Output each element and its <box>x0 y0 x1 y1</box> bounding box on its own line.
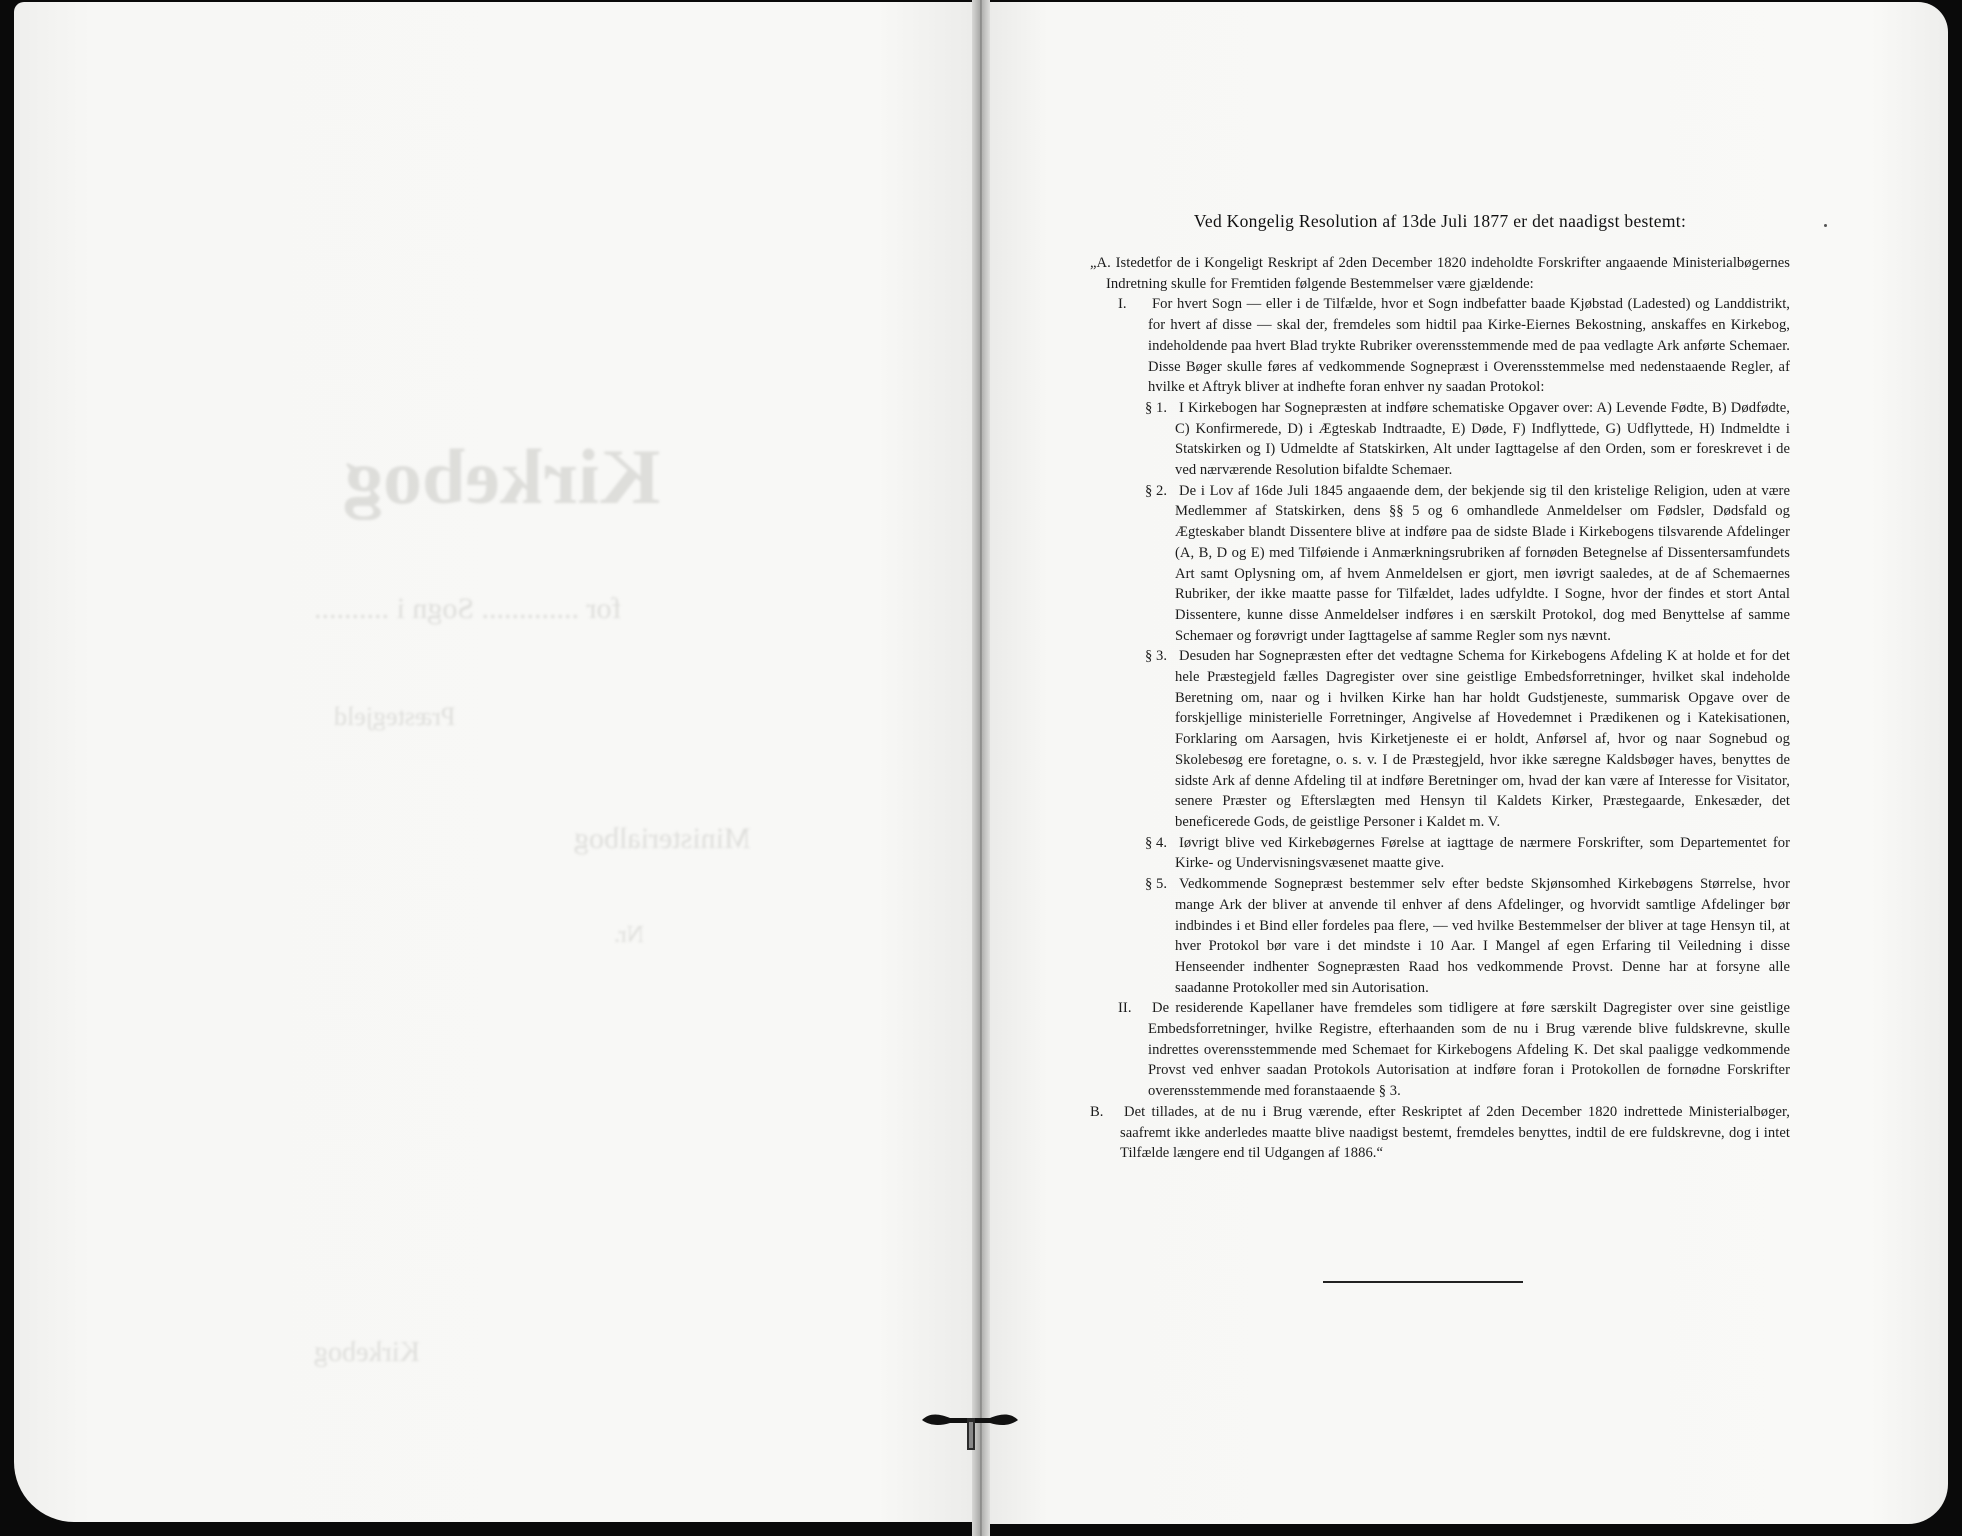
paragraph-label: § 4. <box>1145 834 1168 851</box>
paragraph-label: § 3. <box>1145 648 1168 665</box>
section-label: II. <box>1118 1000 1132 1017</box>
resolution-text <box>1090 209 1790 1164</box>
section-A <box>1090 253 1790 294</box>
show-through-line: Nr. <box>614 922 644 948</box>
paragraph-label: § 1. <box>1145 399 1168 416</box>
closing-rule <box>1323 1281 1523 1283</box>
paragraph-text: Iøvrigt blive ved Kirkebøgernes Førelse at iagttage de nærmere Forskrifter, som Departementet for Kirke- og Undervisningsvæsenet maatte give. <box>1175 834 1790 872</box>
resolution-heading: Ved Kongelig Resolution af 13de Juli 1877 er det naadigst bestemt: <box>1193 211 1687 231</box>
book-gutter <box>972 0 990 1536</box>
paragraph-4 <box>1145 833 1790 874</box>
paragraph-text: De i Lov af 16de Juli 1845 angaaende dem, der bekjende sig til den kristelige Religion, uden at være Medlemmer af Statskirken, dens §§ 5 og 6 omhandlede Anmeldelser om Fødsler, Dødsfald og Ægteskaber blandt Dissentere blive at indføre paa de sidste Blade i Kirkebogens tilsvarende Afdelinger (A, B, D og E) med Tilføiende i Anmærkningsrubriken af fornøden Betegnelse af Dissentersamfundets Art samt Oplysning om, af hvem Anmeldelsen er gjort, men iøvrigt saaledes, at de af Schemaernes Rubriker, der ikke maatte passe for Tilfældet, lades udfyldte. I Sogne, hvor der findes et stort Antal Dissentere, kunne disse Anmeldelser indføres i en særskilt Protokol, dog med Benyttelse af samme Schemaer og forøvrigt under Iagttagelse af samme Regler som nys nævnt. <box>1175 482 1790 644</box>
show-through-title: Kirkebog <box>344 433 661 520</box>
section-I <box>1118 294 1790 398</box>
section-label: I. <box>1118 296 1127 313</box>
section-II <box>1118 998 1790 1102</box>
paragraph-1 <box>1145 398 1790 481</box>
section-text: De residerende Kapellaner have fremdeles som tidligere at føre særskilt Dagregister over sine geistlige Embedsforretninger, hvilke Registre, efterhaanden som de nu i Brug værende blive fuldskrevne, skulle indrettes overensstemmende med Schemaet for Kirkebogens Afdeling K. Det skal paaligge vedkommende Provst ved enhver saadan Protokols Autorisation at indføre foran i Protokollen de fornødne Forskrifter overensstemmende med foranstaaende § 3. <box>1148 1000 1790 1100</box>
section-label: B. <box>1090 1103 1104 1120</box>
page-speck <box>1824 224 1827 227</box>
paragraph-2 <box>1145 481 1790 647</box>
paragraph-text: Vedkommende Sognepræst bestemmer selv efter bedste Skjønsomhed Kirkebøgens Størrelse, hvor mange Ark der bliver at anvende til enhver af dens Afdelinger, og hvorvidt samtlige Afdelinger bør indbindes i et Bind eller fordeles paa flere, — ved hvilke Bestemmelser der bliver at tage Hensyn til, at hver Protokol bør vare i det mindste i 10 Aar. I Mangel af egen Erfaring til Veiledning i disse Henseender indhenter Sognepræsten Raad hos vedkommende Provst. Denne har at forsyne alle saadanne Protokoller med sin Autorisation. <box>1175 876 1790 996</box>
section-text: For hvert Sogn — eller i de Tilfælde, hvor et Sogn indbefatter baade Kjøbstad (Ladested) og Landdistrikt, for hvert af disse — skal der, fremdeles som hidtil paa Kirke-Eiernes Bekostning, anskaffes en Kirkebog, indeholdende paa hvert Blad trykte Rubriker overensstemmende med de paa vedlagte Ark anførte Schemaer. Disse Bøger skulle føres af vedkommende Sognepræst i Overensstemmelse med nedenstaaende Regler, af hvilke et Aftryk bliver at indhefte foran enhver ny saadan Protokol: <box>1148 296 1790 396</box>
show-through-line: Kirkebog <box>314 1337 420 1368</box>
show-through-line: Præstegjeld <box>334 702 456 731</box>
section-B <box>1090 1102 1790 1164</box>
left-page <box>14 2 972 1522</box>
section-label: „A. <box>1090 255 1111 271</box>
paragraph-5 <box>1145 874 1790 998</box>
show-through-line: Ministerialbog <box>574 822 751 855</box>
section-text: Istedetfor de i Kongeligt Reskript af 2den December 1820 indeholdte Forskrifter angaaende Ministerialbøgernes Indretning skulle for Fremtiden følgende Bestemmelser være gjældende: <box>1106 255 1791 292</box>
section-text: Det tillades, at de nu i Brug værende, efter Reskriptet af 2den December 1820 indrettede Ministerialbøger, saafremt ikke anderledes maatte blive naadigst bestemt, fremdeles benyttes, indtil de ere fuldskrevne, dog i intet Tilfælde længere end til Udgangen af 1886.“ <box>1120 1103 1790 1162</box>
show-through-line: for ............. Sogn i .......... <box>314 592 622 625</box>
paragraph-text: Desuden har Sognepræsten efter det vedtagne Schema for Kirkebogens Afdeling K at holde et for det hele Præstegjeld fælles Dagregister over sine geistlige Embedsforretninger, hvilket skal indeholde Beretning om, naar og i hvilken Kirke han har holdt Gudstjeneste, summarisk Opgave over de forskjellige ministerielle Forretninger, Angivelse af Hovedemnet i Prædikenen og i Katekisationen, Forklaring om Aarsagen, hvis Kirketjeneste ei er holdt, Anførsel af, hvor og naar Sognebud og Skolebesøg ere foretagne, o. s. v. I de Præstegjeld, hvor ikke særegne Kaldsbøger haves, benyttes de sidste Ark af denne Afdeling til at indføre Beretninger om, hvad der kan være af Interesse for Visitator, senere Præster og Efterslægten med Hensyn til Kaldets Kirker, Præstegaarde, Enkesæder, det beneficerede Gods, de geistlige Personer i Kaldet m. V. <box>1175 648 1790 830</box>
paragraph-label: § 5. <box>1145 876 1168 893</box>
paragraph-label: § 2. <box>1145 482 1168 499</box>
binding-clasp-icon <box>920 1392 1020 1452</box>
paragraph-text: I Kirkebogen har Sognepræsten at indføre schematiske Opgaver over: A) Levende Fødte, B) Dødfødte, C) Konfirmerede, D) i Ægteskab Indtraadte, E) Døde, F) Indflyttede, G) Udflyttede, H) Indmeldte i Statskirken og I) Udmeldte af Statskirken, Alt under Iagttagelse af den Orden, som er foreskrevet i de ved nærværende Resolution bifaldte Schemaer. <box>1175 399 1790 479</box>
paragraph-3 <box>1145 646 1790 832</box>
